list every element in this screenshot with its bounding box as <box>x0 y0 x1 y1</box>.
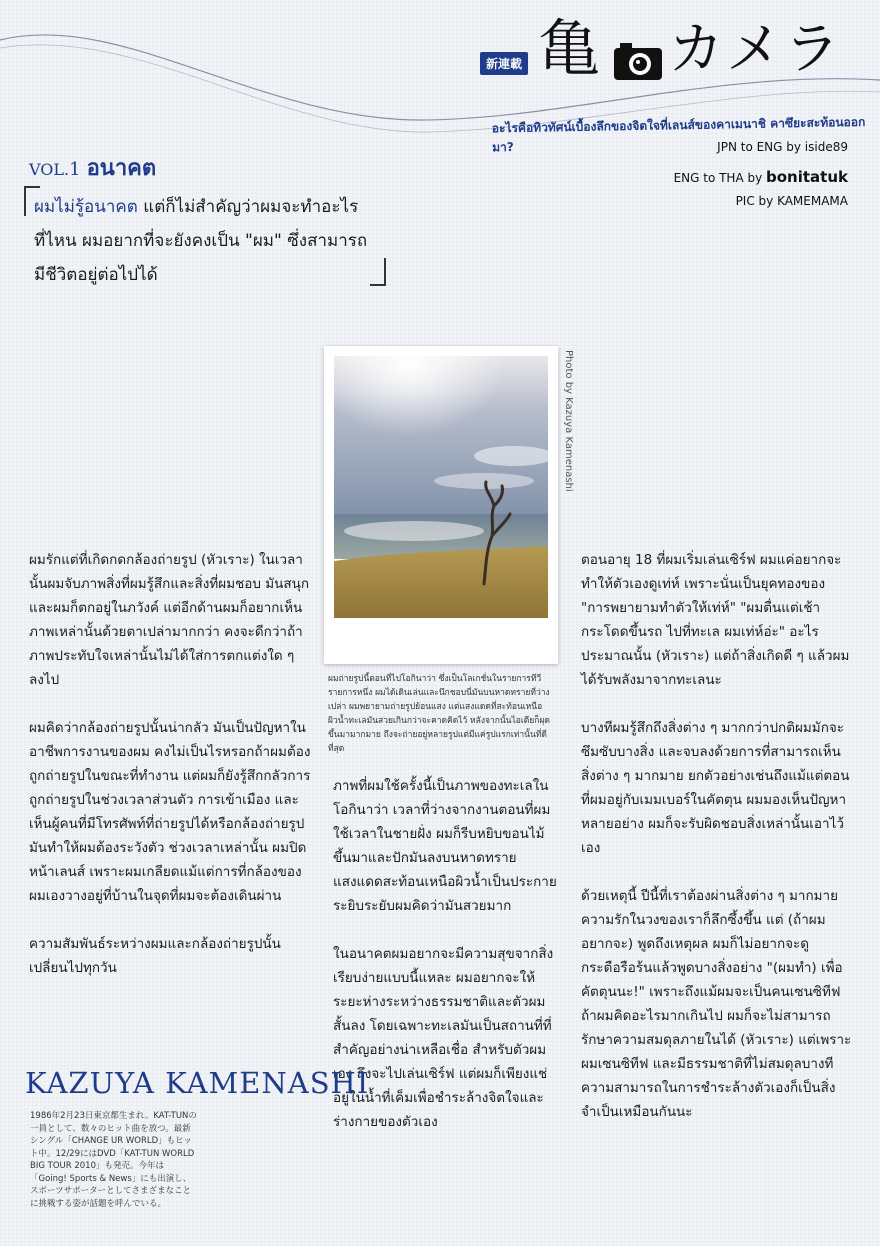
lead-text-1: แต่ก็ไม่สำคัญว่าผมจะทำอะไร <box>137 197 359 217</box>
photo-credit: Photo by Kazuya Kamenashi <box>563 350 574 492</box>
credit-translation-2-prefix: ENG to THA by <box>673 171 767 185</box>
vol-title: อนาคต <box>86 156 157 181</box>
right-paragraph-3: ด้วยเหตุนี้ ปีนี้ที่เราต้องผ่านสิ่งต่าง ๆ มากมาย ความรักในวงของเราก็ลึกซึ้งขึ้น แต่ (ถ้าผมอยากจะ) พูดถึงเหตุผล ผมก็ไม่อยากจะดูกระตือรือร้นแล้วพูดบางสิ่งอย่าง "(ผมทำ) เพื่อคัตตุนนะ!" เพราะถึงแม้ผมจะเป็นคนเซนซิทีฟ ถ้าผมคิดอะไรมากเกินไป ผมก็จะไม่สามารถรักษาความสมดุลภายในได้ (หัวเราะ) แต่เพราะผมเซนซิทีฟ และมีธรรมชาติที่ไม่สมดุลบางทีความสามารถในการชำระล้างตัวเองก็เป็นสิ่งจำเป็นเหมือนกันนะ <box>581 888 852 1120</box>
photo-polaroid <box>324 346 558 664</box>
profile-bio: 1986年2月23日東京都生まれ。KAT-TUNの一員として、数々のヒット曲を放つ。最新シングル「CHANGE UR WORLD」もヒット中。12/29にはDVD「KAT-TUN WORLD BIG TOUR 2010」も発売。今年は「Going! Sports & News」にも出演し、スポーツサポーターとしてさまざまなことに挑戦する姿が話題を呼んでいる。 <box>30 1111 197 1209</box>
left-column <box>29 548 311 1004</box>
lead-line-3: มีชีวิตอยู่ต่อไปได้ <box>34 265 158 285</box>
logo-kanji: 亀 <box>538 12 601 85</box>
left-paragraph-2: ผมคิดว่ากล้องถ่ายรูปนั้นน่ากลัว มันเป็นปัญหาในอาชีพการงานของผม คงไม่เป็นไรหรอกถ้าผมต้องถูกถ่ายรูปในขณะที่ทำงาน แต่ผมก็ยังรู้สึกกลัวการถูกถ่ายรูปในช่วงเวลาส่วนตัว การเข้าเมือง และเห็นผู้คนที่มีโทรศัพท์ที่ถ่ายรูปได้หรือกล้องถ่ายรูป มันทำให้ผมต้องระวังตัว ช่วงเวลาเหล่านั้น ผมปิดหน้าเลนส์ เพราะผมเกลียดแม้แต่การที่กล้องของผมเองวางอยู่ที่บ้านในจุดที่ผมจะต้องเดินผ่าน <box>29 720 311 904</box>
tagline: อะไรคือทิวทัศน์เบื้องลึกของจิตใจที่เลนส์ของคาเมนาชิ คาซึยะสะท้อนออกมา? <box>491 114 866 155</box>
right-paragraph-1: ตอนอายุ 18 ที่ผมเริ่มเล่นเซิร์ฟ ผมแค่อยากจะทำให้ตัวเองดูเท่ห์ เพราะนั่นเป็นยุคทองของ "การพยายามทำตัวให้เท่ห์" "ผมตื่นแต่เช้ากระโดดขึ้นรถ ไปที่ทะเล ผมเท่ห์อ่ะ" อะไรประมาณนั้น (หัวเราะ) แต่ถ้าสิ่งเกิดดี ๆ แล้วผมได้รับพลังมาจากทะเลนะ <box>581 552 850 688</box>
series-badge: 新連載 <box>480 52 528 75</box>
vol-label: VOL. <box>29 160 70 179</box>
middle-column <box>333 774 561 1158</box>
camera-icon <box>612 40 664 82</box>
credit-translator-name: bonitatuk <box>766 168 848 186</box>
left-paragraph-1: ผมรักแต่ที่เกิดกดกล้องถ่ายรูป (หัวเราะ) ในเวลานั้นผมจับภาพสิ่งที่ผมรู้สึกและสิ่งที่ผมชอบ มันสนุกและผมก็ตกอยู่ในภวังค์ แต่อีกด้านผมก็อยากเห็นภาพเหล่านั้นด้วยตาเปล่ามากกว่า คงจะดีกว่าถ้าภาพประทับใจเหล่านั้นไม่ได้ใส่การตกแต่งใด ๆ ลงไป <box>29 552 309 688</box>
credit-translation-2 <box>674 168 848 186</box>
right-paragraph-2: บางทีผมรู้สึกถึงสิ่งต่าง ๆ มากกว่าปกติผมมักจะซึมซับบางสิ่ง และจบลงด้วยการที่สามารถเห็นสิ่งต่าง ๆ มากมาย ยกตัวอย่างเช่นถึงแม้แต่ตอนที่ผมอยู่กับเมมเบอร์ในคัตตุน ผมมองเห็นปัญหาหลายอย่าง ผมก็จะรับผิดชอบสิ่งเหล่านั้นเอาไว้เอง <box>581 720 850 856</box>
credit-translation-1: JPN to ENG by iside89 <box>717 140 848 154</box>
lead-bracket-bottom-right <box>370 258 386 286</box>
vol-heading <box>29 150 156 185</box>
middle-paragraph-1: ภาพที่ผมใช้ครั้งนี้เป็นภาพของทะเลในโอกินาว่า เวลาที่ว่างจากงานตอนที่ผมใช้เวลาในชายฝั่ง ผมก็รีบหยิบขอนไม้ขึ้นมาและปักมันลงบนหาดทราย แสงแดดสะท้อนเหนือผิวน้ำเป็นประกายระยิบระยับผมคิดว่ามันสวยมาก <box>333 778 557 914</box>
right-column <box>581 548 853 1148</box>
vol-number: 1 <box>69 159 81 180</box>
beach-photo <box>334 356 548 618</box>
left-paragraph-3: ความสัมพันธ์ระหว่างผมและกล้องถ่ายรูปนั้นเปลี่ยนไปทุกวัน <box>29 936 281 976</box>
middle-paragraph-2: ในอนาคตผมอยากจะมีความสุขจากสิ่งเรียบง่ายแบบนี้แหละ ผมอยากจะให้ระยะห่างระหว่างธรรมชาติและตัวผมสั้นลง โดยเฉพาะทะเลมันเป็นสถานที่ที่สำคัญอย่างน่าเหลือเชื่อ สำหรับตัวผมเอง ถึงจะไปเล่นเซิร์ฟ แต่ผมก็เพียงแช่อยู่ในน้ำที่เค็มเพื่อชำระล้างจิตใจและร่างกายของตัวเอง <box>333 946 554 1130</box>
lead-quote <box>34 190 374 292</box>
photo-caption: ผมถ่ายรูปนี้ตอนที่ไปโอกินาว่า ซึ่งเป็นโลเกชั่นในรายการทีวีรายการหนึ่ง ผมได้เดินเล่นและนึกชอบนี่มันบนหาดทรายที่ว่างเปล่า ผมพยายามถ่ายรูปย้อนแสง แต่แสงแดดที่สะท้อนเหนือผิวน้ำทะเลมันสวยเกินกว่าจะคาดคิดไว้ หลังจากนั้นไอเดียก็ผุดขึ้นมามากมาย ถึงจะถ่ายอยู่หลายรูปแต่มีแค่รูปแรกเท่านั้นที่ดีที่สุด <box>328 674 550 754</box>
lead-line-1 <box>34 190 374 224</box>
credit-photo: PIC by KAMEMAMA <box>735 194 848 208</box>
lead-line-2: ที่ไหน ผมอยากที่จะยังคงเป็น "ผม" ซึ่งสามารถ <box>34 231 368 251</box>
logo-kana: カメラ <box>668 17 842 82</box>
profile-name: KAZUYA KAMENASHI <box>25 1066 370 1100</box>
lead-highlight: ผมไม่รู้อนาคต <box>34 197 138 217</box>
